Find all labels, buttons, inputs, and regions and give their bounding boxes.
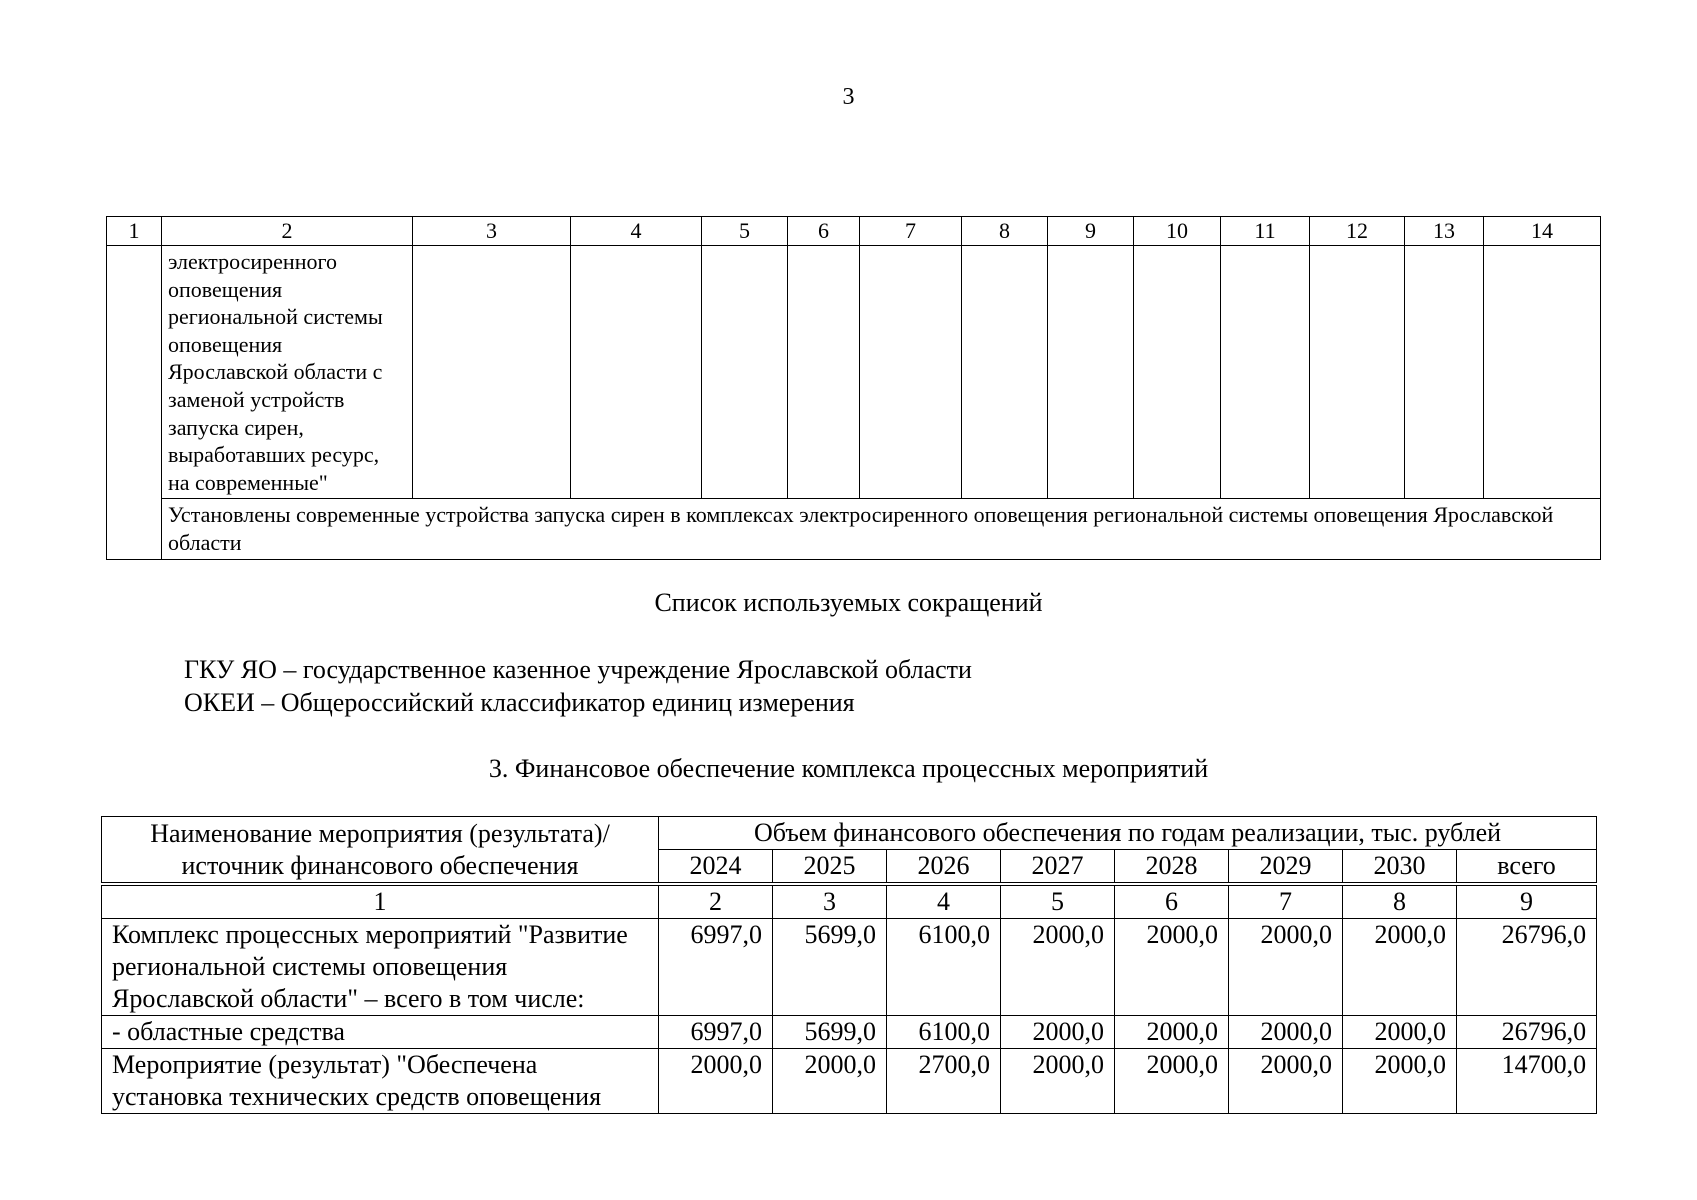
year-header: 2024 <box>659 850 773 883</box>
year-header: 2026 <box>887 850 1001 883</box>
row-name: Комплекс процессных мероприятий "Развитие региональной системы оповещения Ярославской области" – всего в том числе: <box>102 919 659 1016</box>
empty-cell <box>1405 246 1484 499</box>
table-row <box>102 919 1597 1016</box>
value-cell: 2000,0 <box>1343 919 1457 1016</box>
measure-name-cell: электросиренного оповещения региональной системы оповещения Ярославской области с заменой устройств запуска сирен, выработавших ресурс, на современные" <box>162 246 413 499</box>
name-column-header: Наименование мероприятия (результата)/ источник финансового обеспечения <box>102 817 659 883</box>
column-number: 11 <box>1221 217 1310 246</box>
section-title: 3. Финансовое обеспечение комплекса процессных мероприятий <box>488 754 1209 783</box>
empty-cell <box>413 246 571 499</box>
empty-cell <box>962 246 1048 499</box>
table-header-row <box>107 217 1601 246</box>
value-cell: 2000,0 <box>1115 1016 1229 1049</box>
year-header: 2029 <box>1229 850 1343 883</box>
value-cell: 2000,0 <box>1229 1016 1343 1049</box>
value-cell: 2000,0 <box>1229 919 1343 1016</box>
empty-cell <box>1134 246 1221 499</box>
column-number: 12 <box>1310 217 1405 246</box>
value-cell: 2000,0 <box>1001 919 1115 1016</box>
column-number: 8 <box>1343 886 1457 919</box>
column-number: 14 <box>1484 217 1601 246</box>
total-header: всего <box>1457 850 1597 883</box>
value-cell: 2000,0 <box>773 1049 887 1114</box>
value-cell: 6997,0 <box>659 919 773 1016</box>
year-header: 2030 <box>1343 850 1457 883</box>
value-cell: 6997,0 <box>659 1016 773 1049</box>
column-number: 2 <box>659 886 773 919</box>
measures-table-continuation <box>106 216 1601 560</box>
total-cell: 14700,0 <box>1457 1049 1597 1114</box>
empty-cell <box>860 246 962 499</box>
year-header: 2027 <box>1001 850 1115 883</box>
table-row <box>107 246 1601 499</box>
table-header-row <box>102 817 1597 850</box>
value-cell: 2000,0 <box>1343 1049 1457 1114</box>
abbreviation-item: ГКУ ЯО – государственное казенное учреждение Ярославской области <box>184 655 972 684</box>
year-header: 2028 <box>1115 850 1229 883</box>
value-cell: 6100,0 <box>887 1016 1001 1049</box>
column-number-row <box>102 886 1597 919</box>
column-number: 10 <box>1134 217 1221 246</box>
value-cell: 2000,0 <box>1229 1049 1343 1114</box>
empty-cell <box>702 246 788 499</box>
column-number: 4 <box>887 886 1001 919</box>
column-number: 13 <box>1405 217 1484 246</box>
financing-table <box>101 816 1597 1114</box>
empty-cell <box>571 246 702 499</box>
column-number: 9 <box>1048 217 1134 246</box>
value-cell: 5699,0 <box>773 1016 887 1049</box>
table-row <box>102 1049 1597 1114</box>
page-number: 3 <box>842 84 855 110</box>
year-header: 2025 <box>773 850 887 883</box>
table-row <box>102 1016 1597 1049</box>
value-cell: 2000,0 <box>1115 919 1229 1016</box>
value-cell: 2000,0 <box>1001 1016 1115 1049</box>
column-number: 7 <box>1229 886 1343 919</box>
column-number: 2 <box>162 217 413 246</box>
column-number: 7 <box>860 217 962 246</box>
value-cell: 6100,0 <box>887 919 1001 1016</box>
value-cell: 2000,0 <box>1343 1016 1457 1049</box>
column-number: 3 <box>773 886 887 919</box>
value-cell: 2700,0 <box>887 1049 1001 1114</box>
column-number: 8 <box>962 217 1048 246</box>
column-number: 4 <box>571 217 702 246</box>
abbreviations-title: Список используемых сокращений <box>654 588 1043 617</box>
value-cell: 2000,0 <box>659 1049 773 1114</box>
column-number: 5 <box>1001 886 1115 919</box>
value-cell: 2000,0 <box>1115 1049 1229 1114</box>
total-cell: 26796,0 <box>1457 1016 1597 1049</box>
empty-cell <box>1484 246 1601 499</box>
row-name: - областные средства <box>102 1016 659 1049</box>
empty-cell <box>1048 246 1134 499</box>
column-number: 6 <box>788 217 860 246</box>
empty-cell <box>107 246 162 560</box>
column-number: 3 <box>413 217 571 246</box>
value-cell: 5699,0 <box>773 919 887 1016</box>
column-number: 1 <box>107 217 162 246</box>
abbreviation-item: ОКЕИ – Общероссийский классификатор единиц измерения <box>184 688 855 717</box>
column-number: 5 <box>702 217 788 246</box>
column-number: 1 <box>102 886 659 919</box>
value-cell: 2000,0 <box>1001 1049 1115 1114</box>
empty-cell <box>1310 246 1405 499</box>
row-name: Мероприятие (результат) "Обеспечена установка технических средств оповещения <box>102 1049 659 1114</box>
volume-column-header: Объем финансового обеспечения по годам реализации, тыс. рублей <box>659 817 1597 850</box>
result-text-cell: Установлены современные устройства запуска сирен в комплексах электросиренного оповещения региональной системы оповещения Ярославской области <box>162 499 1601 559</box>
total-cell: 26796,0 <box>1457 919 1597 1016</box>
table-row <box>107 499 1601 559</box>
empty-cell <box>1221 246 1310 499</box>
column-number: 6 <box>1115 886 1229 919</box>
column-number: 9 <box>1457 886 1597 919</box>
empty-cell <box>788 246 860 499</box>
